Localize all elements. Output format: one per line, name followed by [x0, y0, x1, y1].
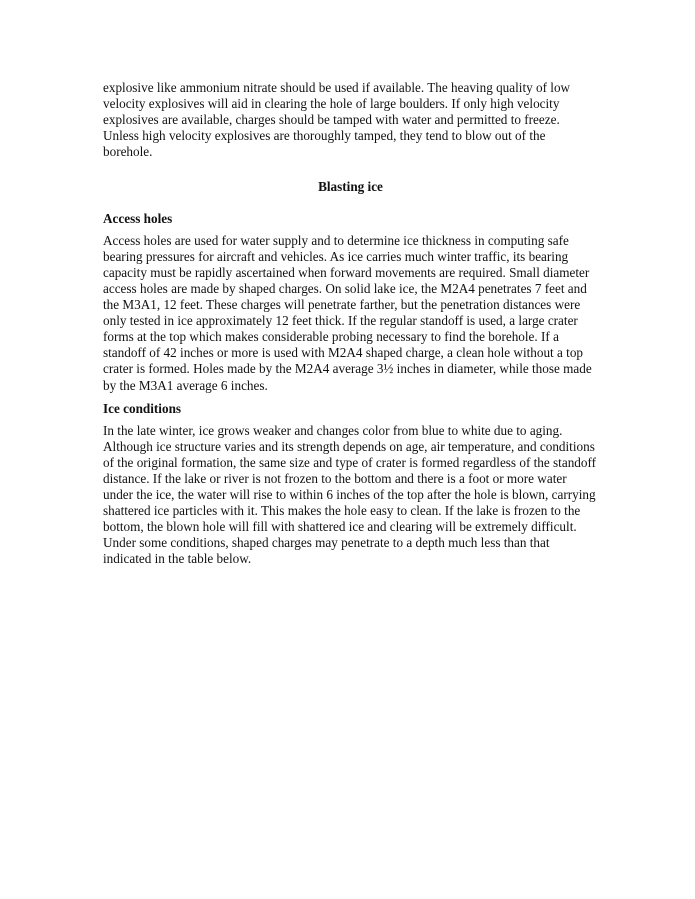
subsection-body-access-holes: Access holes are used for water supply and to determine ice thickness in computing safe bearing pressures for aircraft and vehicles. As ice carries much winter traffic, its bearing capacity must be rapidly ascertained when forward movements are required. Small diameter access holes are made by shaped charges. On solid lake ice, the M2A4 penetrates 7 feet and the M3A1, 12 feet. These charges will penetrate farther, but the penetration distances were only tested in ice approximately 12 feet thick. If the regular standoff is used, a large crater forms at the top which makes considerable probing necessary to find the borehole. If a standoff of 42 inches or more is used with M2A4 shaped charge, a clean hole without a top crater is formed. Holes made by the M2A4 average 3½ inches in diameter, while those made by the M3A1 average 6 inches.	[103, 232, 592, 393]
intro-paragraph: explosive like ammonium nitrate should be used if available. The heaving quality of low velocity explosives will aid in clearing the hole of large boulders. If only high velocity explosives are available, charges should be tamped with water and permitted to freeze. Unless high velocity explosives are thoroughly tamped, they tend to blow out of the borehole.	[103, 80, 571, 160]
page-content	[103, 80, 598, 568]
subsection-body-ice-conditions: In the late winter, ice grows weaker and changes color from blue to white due to aging. Although ice structure varies and its strength depends on age, air temperature, and conditions of the original formation, the same size and type of crater is formed regardless of the standoff distance. If the lake or river is not frozen to the bottom and there is a foot or more water under the ice, the water will rise to within 6 inches of the top after the hole is blown, carrying shattered ice particles with it. This makes the hole easy to clean. If the lake is frozen to the bottom, the blown hole will fill with shattered ice and clearing will be extremely difficult. Under some conditions, shaped charges may penetrate to a depth much less than that indicated in the table below.	[103, 422, 597, 567]
section-title: Blasting ice	[318, 179, 383, 195]
subsection-heading-ice-conditions: Ice conditions	[103, 400, 182, 416]
subsection-heading-access-holes: Access holes	[103, 210, 173, 226]
